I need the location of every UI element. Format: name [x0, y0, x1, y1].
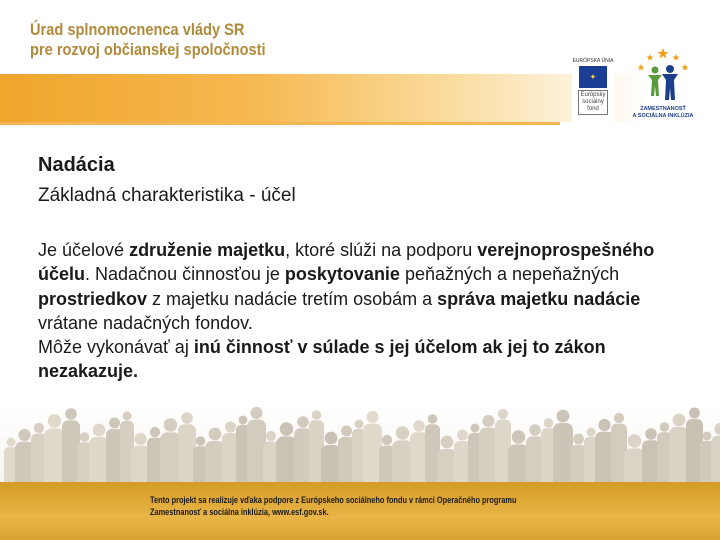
header-stripe [0, 122, 560, 125]
office-title-line1: Úrad splnomocnenca vlády SR [30, 20, 245, 39]
office-title [30, 20, 266, 60]
zamestnanost-logo [628, 46, 698, 124]
esf-logo-line: sociálny [582, 99, 604, 105]
crowd-person [624, 434, 645, 482]
body-text-run: Môže vykonávať aj [38, 337, 194, 358]
esf-logo-top-label: EURÓPSKA ÚNIA [572, 58, 614, 64]
footer-line1: Tento projekt sa realizuje vďaka podpore z Európskeho sociálneho fondu v rámci Operačného programu [150, 495, 517, 505]
people-figures-icon [628, 46, 698, 106]
body-text-run: , ktoré slúži na podporu [285, 240, 478, 260]
esf-logo [572, 58, 614, 122]
footer-text [150, 494, 590, 518]
body-text-run: Je účelové [38, 240, 130, 260]
zamestnanost-logo-text [628, 106, 698, 120]
crowd-person [44, 414, 65, 482]
slide-content [38, 152, 688, 384]
body-text-run: vrátane nadačných fondov. [38, 312, 253, 333]
crowd-person [392, 426, 413, 482]
body-text-run: . Nadačnou činnosťou je [85, 264, 285, 285]
zsi-line2: A SOCIÁLNA INKLÚZIA [632, 113, 694, 119]
zsi-line1: ZAMESTNANOSŤ [640, 106, 686, 112]
footer-line2: Zamestnanosť a sociálna inklúzia, www.esf.gov.sk. [150, 507, 329, 517]
crowd-person [160, 418, 181, 482]
body-text-run: peňažných a nepeňažných [399, 264, 620, 285]
paragraph-definition [38, 240, 654, 333]
eu-flag-icon: ✦ [579, 66, 607, 88]
esf-logo-text [578, 90, 608, 115]
crowd-person [711, 423, 720, 482]
esf-logo-line: Európsky [580, 92, 606, 98]
paragraph-activities [38, 337, 606, 381]
emphasis-text: verejnoprospešného účelu [38, 240, 655, 285]
crowd-person [508, 430, 529, 482]
body-text-run: z majetku nadácie tretím osobám a [147, 288, 438, 309]
body-text [38, 238, 688, 384]
emphasis-text: správa majetku nadácie [437, 288, 641, 309]
office-title-line2: pre rozvoj občianskej spoločnosti [30, 40, 266, 59]
emphasis-text: poskytovanie [284, 264, 400, 285]
esf-logo-line: fond [587, 106, 599, 112]
emphasis-text: prostriedkov [38, 288, 148, 309]
crowd-silhouette [0, 400, 720, 482]
emphasis-text: združenie majetku [129, 240, 286, 260]
slide-subheading: Základná charakteristika - účel [38, 185, 296, 206]
slide-heading: Nadácia [38, 154, 115, 176]
header [0, 0, 720, 125]
crowd-person [276, 422, 297, 482]
emphasis-text: inú činnosť v súlade s jej účelom ak jej to zákon nezakazuje. [38, 337, 606, 382]
